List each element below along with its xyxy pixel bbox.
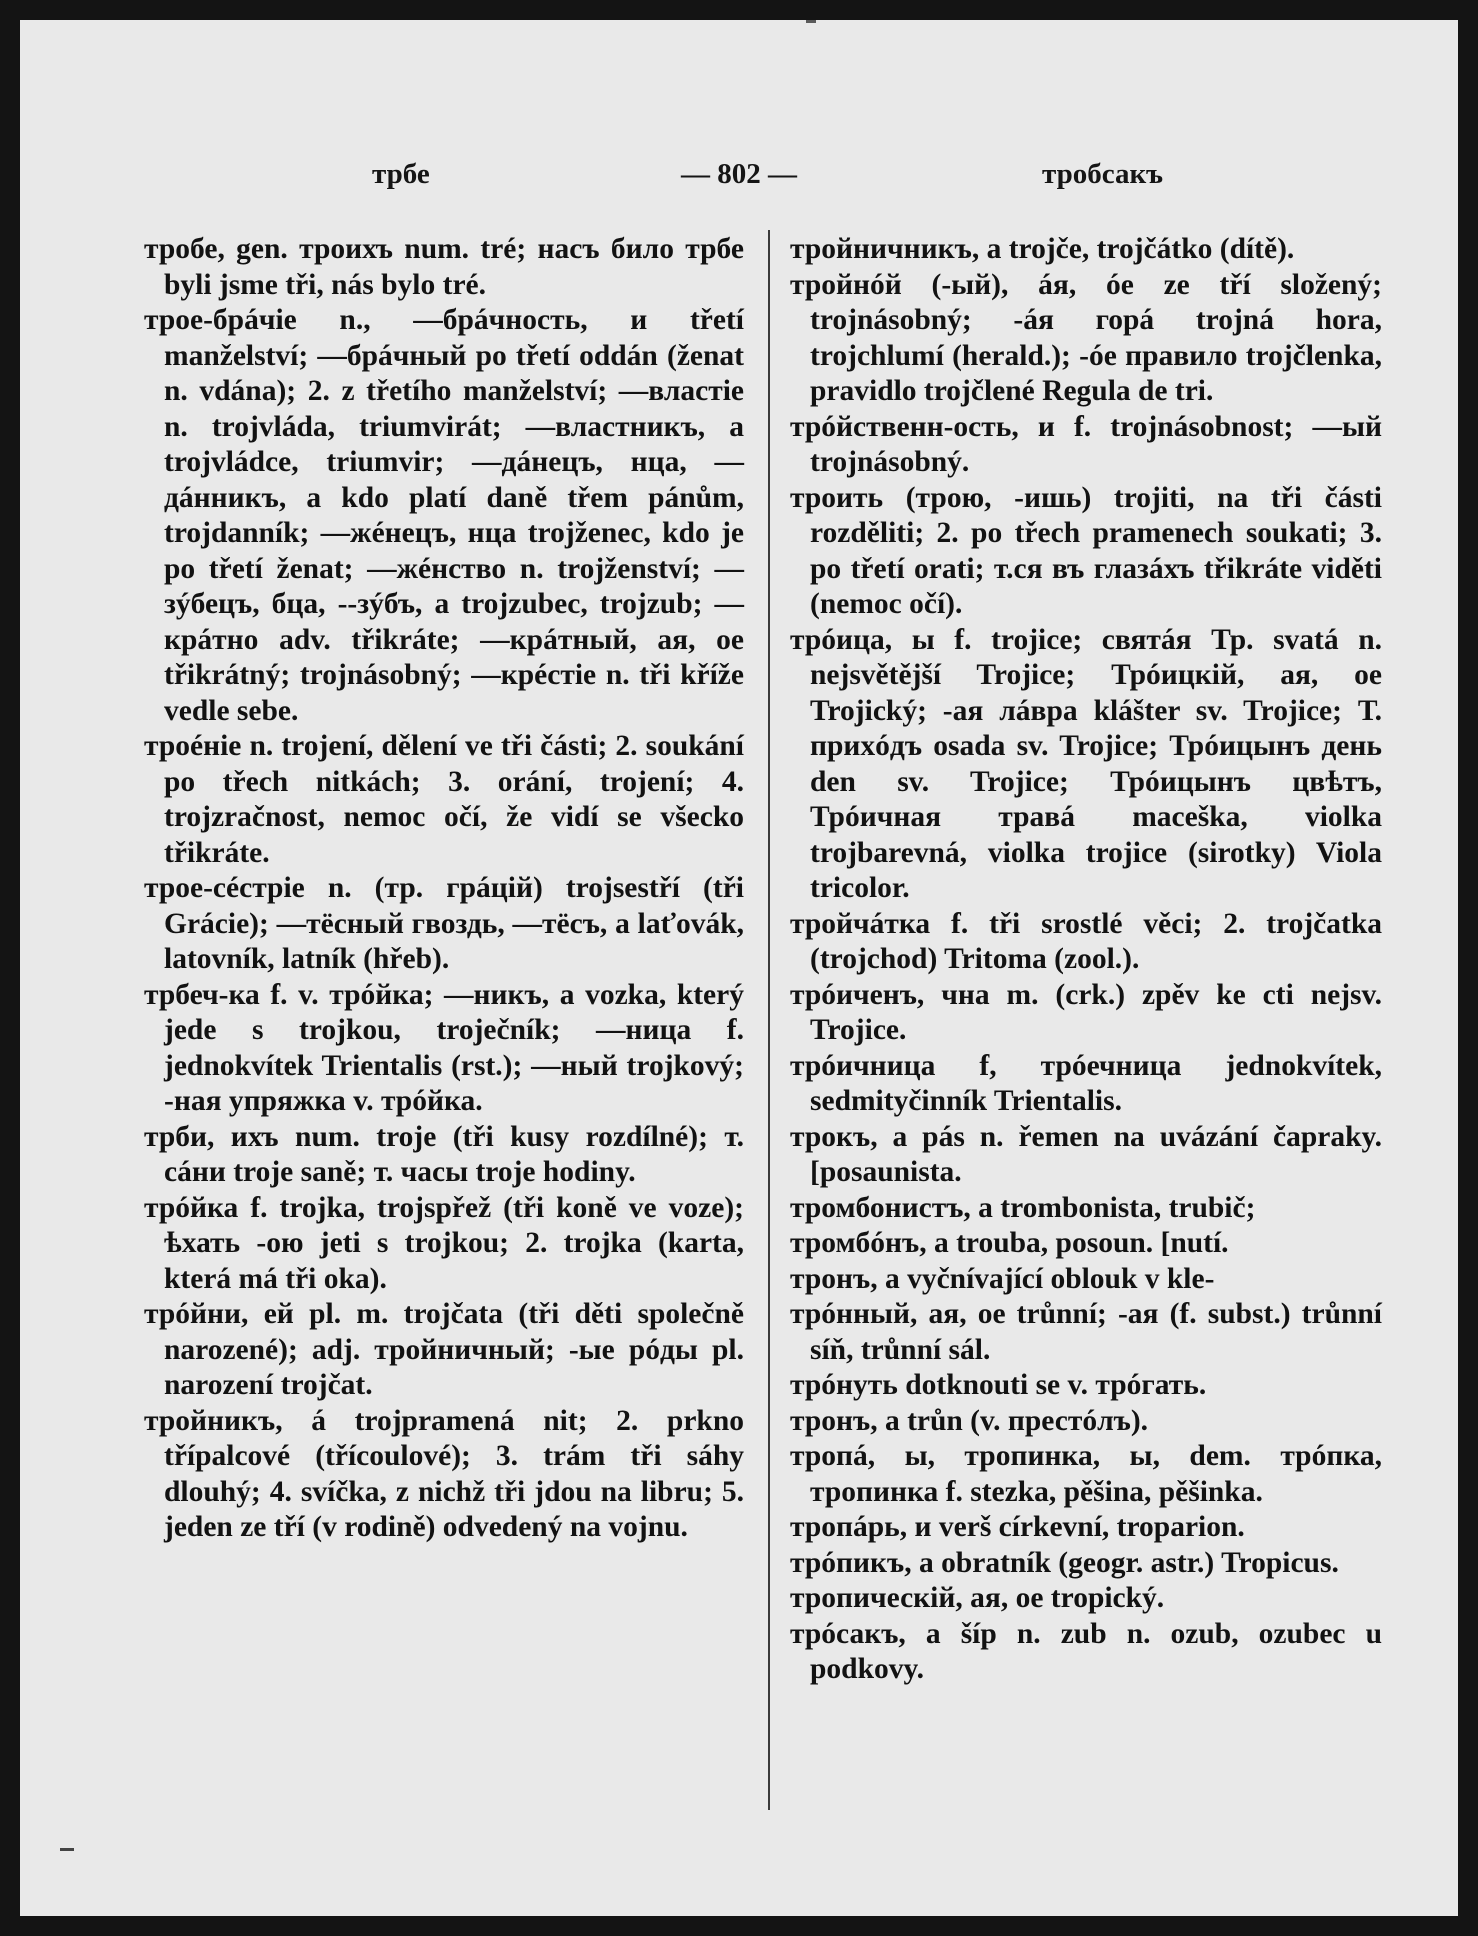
dictionary-entry: трбеч-ка f. v. трóйка; —никъ, a vozka, který jede s trojkou, troječník; —ница f. jednokvítek Trientalis (rst.); —ный trojkový; -ная упряжка v. трóйка. bbox=[144, 978, 744, 1117]
dictionary-entry: тробе, gen. троихъ num. tré; насъ било трбе byli jsme tři, nás bylo tré. bbox=[144, 233, 744, 301]
scan-mark bbox=[60, 1848, 74, 1851]
dictionary-entry: тромбóнъ, a trouba, posoun. [nutí. bbox=[790, 1227, 1229, 1259]
dictionary-entry: трóнный, ая, ое trůnní; -ая (f. subst.) trůnní síň, trůnní sál. bbox=[790, 1298, 1382, 1366]
dictionary-page bbox=[20, 20, 1458, 1916]
scan-mark bbox=[806, 20, 816, 23]
dictionary-entry: тройнóй (-ый), áя, óе ze tří složený; trojnásobný; -áя горá trojná hora, trojchlumí (herald.); -óе правило trojčlenka, pravidlo trojčlené Regula de tri. bbox=[790, 268, 1382, 407]
dictionary-entry: трóнуть dotknouti se v. трóгать. bbox=[790, 1369, 1207, 1401]
dictionary-entry: тройчáтка f. tři srostlé věci; 2. trojčatka (trojchod) Tritoma (zool.). bbox=[790, 907, 1382, 975]
dictionary-entry: тропá, ы, тропинка, ы, dem. трóпка, тропинка f. stezka, pěšina, pěšinka. bbox=[790, 1440, 1382, 1508]
dictionary-entry: тройничникъ, a trojče, trojčátko (dítě). bbox=[790, 233, 1295, 265]
dictionary-entry: трóичница f, трóечница jednokvítek, sedmityčinník Trientalis. bbox=[790, 1049, 1382, 1117]
dictionary-entry: трóиченъ, чна m. (crk.) zpěv ke cti nejsv. Trojice. bbox=[790, 978, 1382, 1046]
right-column bbox=[790, 232, 1382, 1688]
dictionary-entry: тройникъ, á trojpramená nit; 2. prkno třípalcové (třícoulové); 3. trám tři sáhy dlouhý; 4. svíčka, z nichž tři jdou na libru; 5. jeden ze tří (v rodině) odvedený na vojnu. bbox=[144, 1404, 744, 1543]
dictionary-entry: трóица, ы f. trojice; святáя Тр. svatá n. nejsvětější Trojice; Трóицкiй, ая, ое Trojický; -ая лáвра klášter sv. Trojice; Т. прихóдъ osada sv. Trojice; Трóицынъ день den sv. Trojice; Трóицынъ цвѣтъ, Трóичная травá maceška, violka trojbarevná, violka trojice (sirotky) Viola tricolor. bbox=[790, 623, 1382, 904]
dictionary-entry: тропическiй, ая, ое tropický. bbox=[790, 1582, 1165, 1614]
left-column bbox=[144, 232, 744, 1546]
dictionary-entry: тронъ, a vyčnívající oblouk v kle- bbox=[790, 1262, 1215, 1295]
dictionary-entry: трóсакъ, a šíp n. zub n. ozub, ozubec u podkovy. bbox=[790, 1617, 1382, 1685]
dictionary-entry: трое-брáчie n., —брáчность, и třetí manželství; —брáчный po třetí oddán (ženat n. vdána); 2. z třetího manželství; —властie n. trojvláda, triumvirát; —властникъ, a trojvládce, triumvir; —дáнецъ, нца, —дáнникъ, a kdo platí daně třem pánům, trojdanník; —жéнецъ, нца trojženec, kdo je po třetí ženat; —жéнство n. trojženství; —зýбецъ, бца, --зýбъ, a trojzubec, trojzub; —крáтно adv. třikráte; —крáтный, ая, ое třikrátný; trojnásobný; —крéстie n. tři kříže vedle sebe. bbox=[144, 304, 744, 727]
dictionary-entry: трóйственн-ость, и f. trojnásobnost; —ый trojnásobný. bbox=[790, 410, 1382, 478]
dictionary-entry: трокъ, a pás n. řemen na uvázání čapraky. [posaunista. bbox=[790, 1120, 1382, 1188]
dictionary-entry: трби, ихъ num. troje (tři kusy rozdílné); т. сáни troje saně; т. часы troje hodiny. bbox=[144, 1120, 744, 1188]
dictionary-entry: трóйни, ей pl. m. trojčata (tři děti společně narozené); adj. тройничный; -ые рóды pl. narození trojčat. bbox=[144, 1298, 744, 1401]
header-guide-word-right: тробсакъ bbox=[1042, 158, 1164, 190]
page-number: — 802 — bbox=[681, 158, 797, 190]
header-guide-word-left: трбе bbox=[372, 158, 430, 190]
dictionary-entry: тропáрь, и verš církevní, troparion. bbox=[790, 1511, 1245, 1543]
dictionary-entry: тронъ, a trůn (v. престóлъ). bbox=[790, 1404, 1149, 1437]
dictionary-entry: троить (трою, -ишь) trojiti, na tři části rozděliti; 2. po třech pramenech soukati; 3. po třetí orati; т.ся въ глазáхъ třikráte viděti (nemoc očí). bbox=[790, 481, 1382, 620]
column-divider bbox=[768, 230, 770, 1810]
dictionary-entry: тромбонистъ, a trombonista, trubič; bbox=[790, 1191, 1256, 1224]
page-header bbox=[20, 158, 1458, 198]
dictionary-entry: трое-сéстрie n. (тр. грáцiй) trojsestří (tři Grácie); —тёсный гвоздь, —тёсъ, a laťovák, latovník, latník (hřeb). bbox=[144, 872, 744, 975]
dictionary-entry: троéнie n. trojení, dělení ve tři části; 2. soukání po třech nitkách; 3. orání, trojení; 4. trojzračnost, nemoc očí, že vidí se všecko třikráte. bbox=[144, 730, 744, 869]
dictionary-entry: трóпикъ, a obratník (geogr. astr.) Tropicus. bbox=[790, 1546, 1339, 1579]
dictionary-entry: трóйка f. trojka, trojspřež (tři koně ve voze); ѣхать -ою jeti s trojkou; 2. trojka (karta, která má tři oka). bbox=[144, 1191, 744, 1295]
